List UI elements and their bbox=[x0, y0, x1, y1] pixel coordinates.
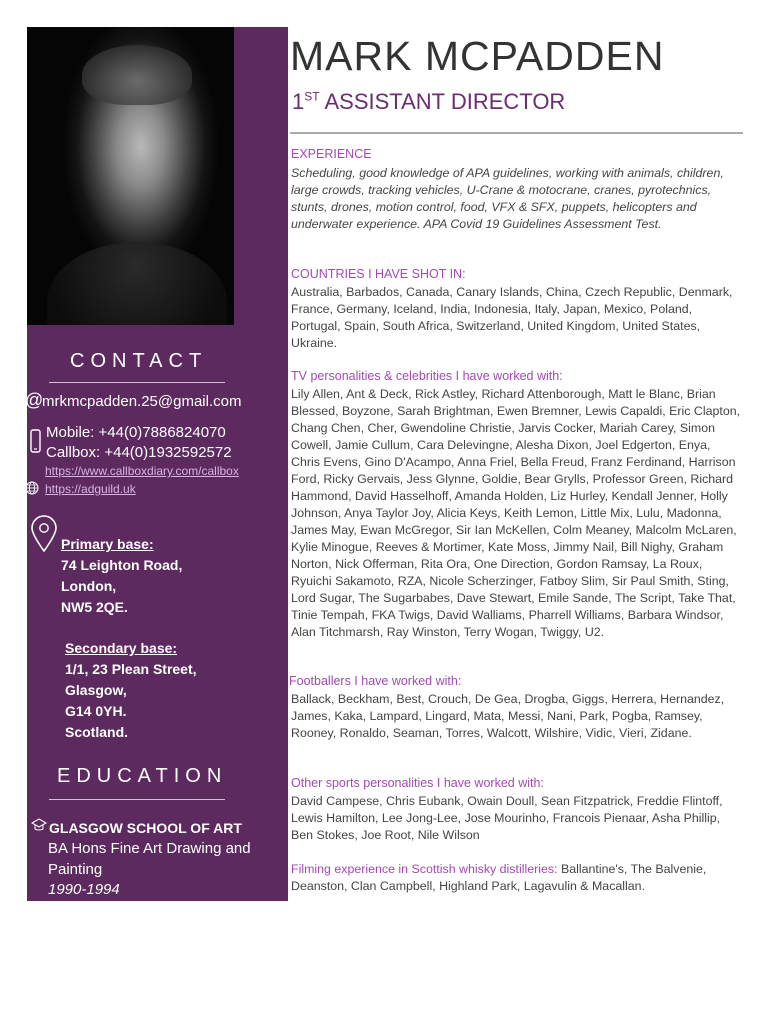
contact-divider bbox=[49, 382, 225, 383]
job-title: 1ST ASSISTANT DIRECTOR bbox=[292, 89, 566, 114]
callbox-number[interactable]: Callbox: +44(0)1932592572 bbox=[46, 444, 232, 461]
candidate-name: MARK MCPADDEN bbox=[290, 33, 665, 79]
whisky-text: Ballantine's, The Balvenie, Deanston, Clan Campbell, Highland Park, Lagavulin & Macallan. bbox=[291, 862, 707, 893]
adguild-link[interactable]: https://adguild.uk bbox=[45, 482, 136, 496]
experience-text: Scheduling, good knowledge of APA guidelines, working with animals, children, large crowds, tracking vehicles, U-Crane & motocrane, cranes, pyrotechnics, stunts, drones, motion control, food, VFX & SFX, puppets, helicopters and underwater experience. APA Covid 19 Guidelines Assessment Test. bbox=[291, 166, 724, 231]
email-link[interactable]: mrkmcpadden.25@gmail.com bbox=[42, 393, 242, 410]
education-degree: BA Hons Fine Art Drawing and Painting bbox=[48, 840, 251, 878]
celebrities-heading: TV personalities & celebrities I have worked with: bbox=[291, 369, 563, 383]
mobile-number[interactable]: Mobile: +44(0)7886824070 bbox=[46, 424, 226, 441]
education-school: GLASGOW SCHOOL OF ART bbox=[49, 820, 242, 836]
education-divider bbox=[49, 799, 225, 800]
whisky-heading: Filming experience in Scottish whisky distilleries: bbox=[291, 862, 558, 876]
secondary-base-label: Secondary base: bbox=[65, 640, 178, 656]
experience-heading: EXPERIENCE bbox=[291, 147, 372, 161]
footballers-heading: Footballers I have worked with: bbox=[289, 674, 462, 688]
education-years: 1990-1994 bbox=[48, 881, 120, 898]
contact-heading: CONTACT bbox=[70, 350, 208, 372]
phone-icon bbox=[30, 429, 41, 458]
primary-base-label: Primary base: bbox=[61, 536, 154, 552]
sports-heading: Other sports personalities I have worked with: bbox=[291, 776, 544, 790]
header-divider bbox=[290, 132, 743, 134]
location-pin-icon bbox=[30, 515, 58, 558]
profile-photo bbox=[27, 27, 234, 325]
sidebar bbox=[27, 27, 288, 901]
footballers-text: Ballack, Beckham, Best, Crouch, De Gea, Drogba, Giggs, Herrera, Hernandez, James, Kaka, Lampard, Lingard, Mata, Messi, Nani, Park, Pogba, Ramsey, Rooney, Ronaldo, Seaman, Torres, Walcott, Wilshire, Vidic, Vieri, Zidane. bbox=[291, 692, 725, 740]
education-heading: EDUCATION bbox=[57, 765, 228, 787]
secondary-base-address: Secondary base: 1/1, 23 Plean Street, Glasgow, G14 0YH. Scotland. bbox=[65, 640, 197, 740]
countries-text: Australia, Barbados, Canada, Canary Islands, China, Czech Republic, Denmark, France, Germany, Iceland, India, Indonesia, Italy, Japan, Mexico, Poland, Portugal, Spain, South Africa, Switzerland, United Kingdom, United States, Ukraine. bbox=[291, 285, 733, 350]
sports-text: David Campese, Chris Eubank, Owain Doull, Sean Fitzpatrick, Freddie Flintoff, Lewis Hamilton, Lee Jong-Lee, Jose Mourinho, Francois Pienaar, Asha Phillip, Ben Stokes, Joe Root, Nile Wilson bbox=[291, 794, 723, 842]
globe-icon bbox=[25, 481, 39, 500]
school-icon bbox=[31, 818, 47, 837]
celebrities-text: Lily Allen, Ant & Deck, Rick Astley, Richard Attenborough, Matt le Blanc, Brian Blessed, Boyzone, Sarah Brightman, Ewen Bremner, Lewis Capaldi, Eric Clapton, Chang Chen, Cher, Gwendoline Christie, Jarvis Cocker, Mariah Carey, Simon Cowell, Jamie Cullum, Cara Delevingne, Alesha Dixon, Joel Edgerton, Enya, Chris Evens, Gino D'Acampo, Anna Friel, Bella Freud, Franz Ferdinand, Harrison Ford, Ricky Gervais, Jess Glynne, Goldie, Bear Grylls, Professor Green, Richard Hammond, David Hasselhoff, Amanda Holden, Liz Hurley, Kendall Jenner, Holly Johnson, Anya Taylor Joy, Alicia Keys, Keith Lemon, Little Mix, Lulu, Madonna, James May, Ewan McGregor, Sir Ian McKellen, Colm Meaney, Malcolm McLaren, Kylie Minogue, Reeves & Mortimer, Kate Moss, Jimmy Nail, Bill Nighy, Graham Norton, Nick Offerman, Rita Ora, One Direction, Gordon Ramsay, La Roux, Ryuichi Sakamoto, RZA, Nicole Scherzinger, Fatboy Slim, Sir Paul Smith, Sting, Lord Sugar, The Sugarbabes, Dave Stewart, Emile Sande, The Script, Take That, Tinie Tempah, FKA Twigs, David Walliams, Pharrell Williams, Barbara Windsor, Alan Titchmarsh, Ray Winston, Terry Wogan, Twiggy, U2. bbox=[291, 387, 741, 639]
countries-heading: COUNTRIES I HAVE SHOT IN: bbox=[291, 267, 466, 281]
primary-base-address: Primary base: 74 Leighton Road, London, NW5 2QE. bbox=[61, 536, 183, 615]
whisky-paragraph bbox=[291, 861, 741, 895]
at-icon: @ bbox=[25, 390, 44, 410]
callbox-website-link[interactable]: https://www.callboxdiary.com/callbox bbox=[45, 464, 239, 478]
